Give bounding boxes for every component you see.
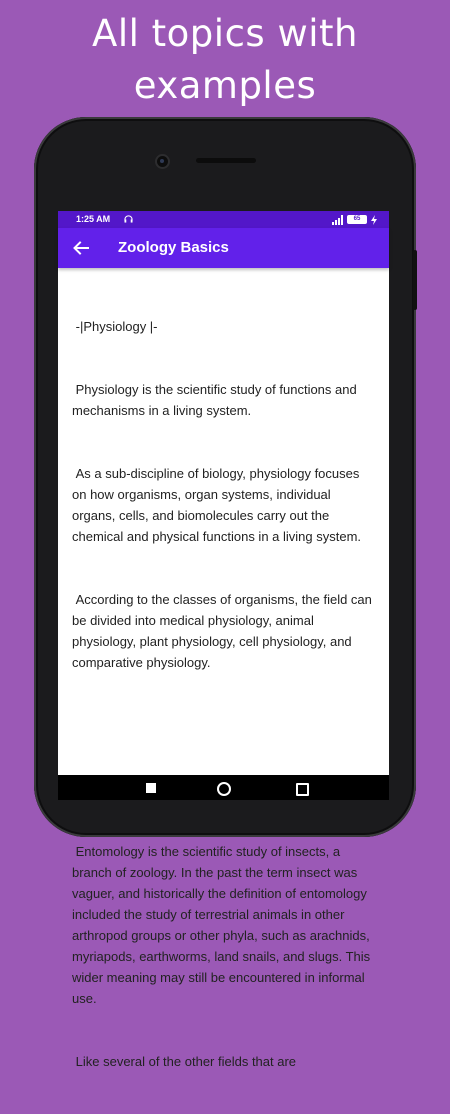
charging-icon [371, 215, 377, 225]
nav-back-icon[interactable] [146, 783, 156, 793]
nav-recents-icon[interactable] [296, 783, 309, 796]
page-title: Zoology Basics [118, 239, 229, 256]
battery-icon: 65 [347, 215, 367, 224]
phone-side-button [413, 250, 417, 310]
signal-icon [332, 215, 343, 225]
paragraph: Entomology is the scientific study of insects, a branch of zoology. In the past the term insect was vaguer, and historically the definition of entomology included the study of terrestrial animals in other arthropod groups or other phyla, such as arachnids, myriapods, earthworms, land snails, and slugs. This wider meaning may still be encountered in informal use. [72, 844, 374, 1006]
headset-icon [124, 215, 133, 223]
status-bar [58, 211, 389, 228]
earpiece-speaker [196, 158, 256, 163]
blank-line [72, 715, 375, 736]
front-camera [157, 156, 168, 167]
paragraph: Physiology is the scientific study of functions and mechanisms in a living system. [72, 382, 361, 418]
promo-line-1: All topics with [92, 12, 358, 55]
paragraph: Like several of the other fields that are [72, 1054, 297, 1069]
system-nav-bar [58, 775, 389, 800]
section-heading-physiology: -|Physiology |- [72, 319, 158, 334]
app-bar [58, 228, 389, 268]
nav-home-icon[interactable] [217, 782, 231, 796]
promo-heading [0, 8, 450, 112]
article-content[interactable] [72, 274, 375, 1114]
paragraph: According to the classes of organisms, the field can be divided into medical physiology, animal physiology, plant physiology, cell physiology, and comparative physiology. [72, 592, 376, 670]
paragraph: As a sub-discipline of biology, physiology focuses on how organisms, organ systems, individual organs, cells, and biomolecules carry out the chemical and physical functions in a living system. [72, 466, 363, 544]
phone-screen [58, 211, 389, 1069]
status-icons [332, 214, 377, 225]
status-time: 1:25 AM [76, 214, 111, 224]
promo-line-2: examples [133, 64, 317, 107]
back-arrow-icon[interactable] [72, 239, 90, 257]
